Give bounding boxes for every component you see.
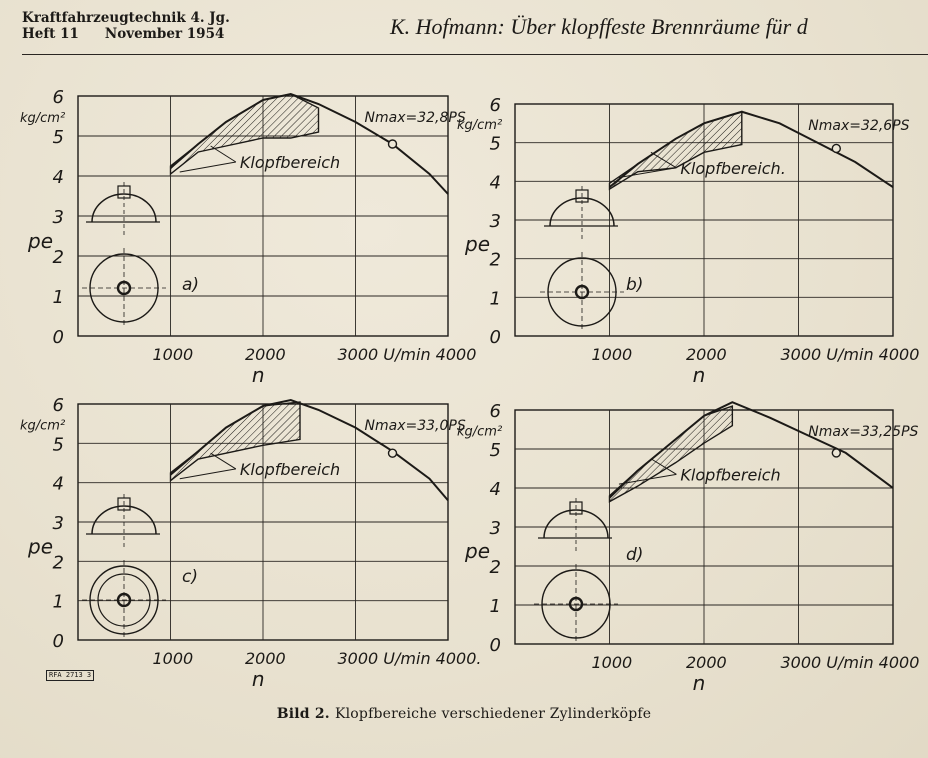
y-tick-label: 2 xyxy=(489,249,501,271)
nmax-point xyxy=(832,449,840,457)
nmax-label: Nmax=32,8PS xyxy=(364,110,466,126)
y-tick-label: 3 xyxy=(489,518,501,539)
y-tick-label: 6 xyxy=(52,87,64,108)
panel-letter: b) xyxy=(626,275,644,295)
cylinder-head-sketch xyxy=(534,498,618,644)
panel-letter: a) xyxy=(182,275,200,295)
article-title: K. Hofmann: Über klopffeste Brennräume für d xyxy=(390,14,808,39)
x-axis-label: n xyxy=(251,667,265,691)
knock-annotation: Klopfbereich xyxy=(680,465,781,485)
issue-date: November 1954 xyxy=(104,26,225,42)
x-axis-label: n xyxy=(692,363,706,387)
x-tick-label: 1000 xyxy=(152,649,194,668)
chart-panel-1 xyxy=(20,87,476,387)
x-tick-label: 2000 xyxy=(686,345,727,364)
y-tick-label: 1 xyxy=(52,591,64,613)
y-axis-label: pe xyxy=(28,229,53,253)
chart-panel-3 xyxy=(20,395,481,691)
y-tick-label: 0 xyxy=(489,635,501,656)
x-tick-label: 1000 xyxy=(591,653,633,672)
y-axis-label: pe xyxy=(465,231,490,256)
caption-text: Klopfbereiche verschiedener Zylinderköpfe xyxy=(334,706,652,722)
x-tick-label: 3000 U/min 4000 xyxy=(337,345,477,364)
panel-letter: d) xyxy=(626,545,644,565)
y-tick-label: 4 xyxy=(52,167,64,188)
nmax-label: Nmax=33,0PS xyxy=(364,418,466,434)
y-axis-label: pe xyxy=(465,539,490,564)
x-tick-label: 1000 xyxy=(591,345,633,364)
nmax-label: Nmax=33,25PS xyxy=(808,424,919,440)
y-tick-label: 2 xyxy=(52,552,64,574)
y-unit-label: kg/cm² xyxy=(20,418,66,434)
x-tick-label: 2000 xyxy=(686,653,727,672)
journal-name: Kraftfahrzeugtechnik 4. Jg. xyxy=(22,10,230,26)
caption-label: Bild 2. xyxy=(276,706,330,722)
y-unit-label: kg/cm² xyxy=(457,118,503,134)
chart-panel-2 xyxy=(457,95,919,387)
y-tick-label: 2 xyxy=(489,557,501,578)
chart-panel-4 xyxy=(457,401,919,695)
nmax-point xyxy=(389,449,397,457)
y-tick-label: 3 xyxy=(52,207,64,228)
nmax-label: Nmax=32,6PS xyxy=(808,118,910,134)
y-tick-label: 5 xyxy=(52,127,64,148)
y-tick-label: 3 xyxy=(489,211,501,232)
knock-annotation: Klopfbereich xyxy=(239,153,341,172)
leader-line xyxy=(180,469,236,479)
y-tick-label: 1 xyxy=(489,596,501,617)
y-tick-label: 6 xyxy=(52,395,64,416)
nmax-point xyxy=(832,144,840,152)
y-unit-label: kg/cm² xyxy=(457,424,503,440)
leader-line xyxy=(180,162,236,172)
print-stamp: RFA 2713 3 xyxy=(46,670,94,681)
y-tick-label: 1 xyxy=(52,287,64,308)
cylinder-head-sketch xyxy=(82,182,166,328)
y-tick-label: 1 xyxy=(489,288,501,310)
x-tick-label: 3000 U/min 4000. xyxy=(337,649,482,668)
x-axis-label: n xyxy=(692,671,706,695)
y-tick-label: 4 xyxy=(52,473,64,495)
y-axis-label: pe xyxy=(28,534,53,559)
y-tick-label: 4 xyxy=(489,479,501,500)
y-tick-label: 0 xyxy=(52,327,64,348)
y-tick-label: 4 xyxy=(489,172,501,194)
cylinder-head-sketch xyxy=(82,494,166,640)
x-tick-label: 2000 xyxy=(245,649,286,668)
y-tick-label: 0 xyxy=(52,631,64,652)
y-tick-label: 6 xyxy=(489,95,501,116)
x-tick-label: 1000 xyxy=(152,345,194,364)
figure-caption xyxy=(0,706,928,722)
y-tick-label: 5 xyxy=(52,434,64,456)
knock-zone xyxy=(610,406,733,502)
knock-annotation: Klopfbereich xyxy=(239,459,341,479)
y-tick-label: 6 xyxy=(489,401,501,422)
panel-letter: c) xyxy=(182,567,198,587)
leader-line xyxy=(211,453,236,469)
y-tick-label: 0 xyxy=(489,327,501,348)
knock-annotation: Klopfbereich. xyxy=(680,158,786,178)
x-tick-label: 2000 xyxy=(245,345,286,364)
leader-line xyxy=(211,146,236,162)
y-tick-label: 3 xyxy=(52,513,64,534)
nmax-point xyxy=(389,140,397,148)
x-tick-label: 3000 U/min 4000 xyxy=(780,653,920,672)
x-tick-label: 3000 U/min 4000 xyxy=(780,345,920,364)
y-tick-label: 2 xyxy=(52,247,64,268)
y-unit-label: kg/cm² xyxy=(20,111,66,126)
y-tick-label: 5 xyxy=(489,133,501,155)
issue-number: Heft 11 xyxy=(22,26,79,42)
y-tick-label: 5 xyxy=(489,440,501,461)
x-axis-label: n xyxy=(251,363,265,387)
